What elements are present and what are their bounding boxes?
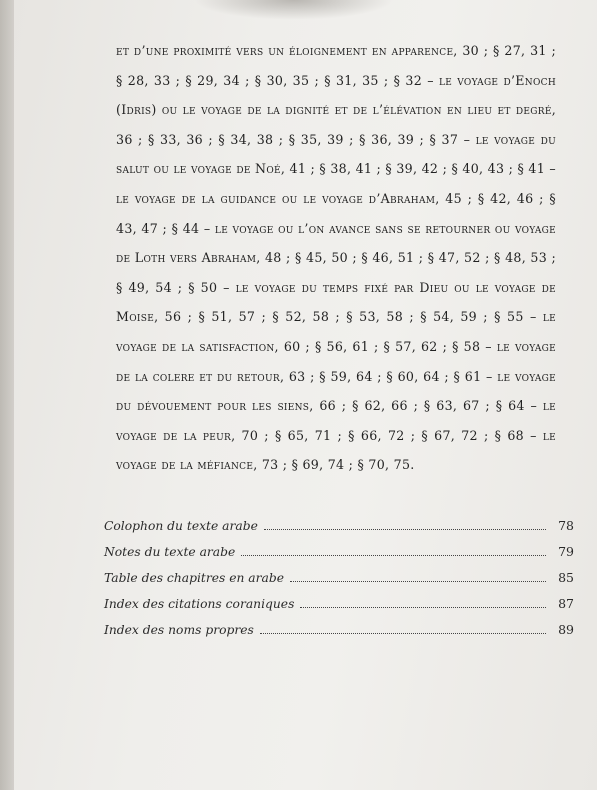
dot-leader [241, 554, 546, 556]
toc-entry-page: 85 [558, 570, 574, 585]
toc-entry-label: Notes du texte arabe [104, 545, 236, 559]
dot-leader [290, 580, 546, 582]
page-edge [0, 0, 14, 790]
toc-entry-page: 87 [558, 596, 574, 611]
toc-text: et d’une proximité vers un éloignement en apparence, 30 ; § 27, 31 ; § 28, 33 ; § 29, 34 ; § 30, 35 ; § 31, 35 ; § 32 – le voyage d’Enoch (Idris) ou le voyage de la dignité et de l’élévation en lieu et degré, 36 ; § 33, 36 ; § 34, 38 ; § 35, 39 ; § 36, 39 ; § 37 – le voyage du salut ou le voyage de Noé, 41 ; § 38, 41 ; § 39, 42 ; § 40, 43 ; § 41 – le voyage de la guidance ou le voyage d’Abraham, 45 ; § 42, 46 ; § 43, 47 ; § 44 – le voyage ou l’on avance sans se retourner ou voyage de Loth vers Abraham, 48 ; § 45, 50 ; § 46, 51 ; § 47, 52 ; § 48, 53 ; § 49, 54 ; § 50 – le voyage du temps fixé par Dieu ou le voyage de Moise, 56 ; § 51, 57 ; § 52, 58 ; § 53, 58 ; § 54, 59 ; § 55 – le voyage de la satisfaction, 60 ; § 56, 61 ; § 57, 62 ; § 58 – le voyage de la colere et du retour, 63 ; § 59, 64 ; § 60, 64 ; § 61 – le voyage du dévouement pour les siens, 66 ; § 62, 66 ; § 63, 67 ; § 64 – le voyage de la peur, 70 ; § 65, 71 ; § 66, 72 ; § 67, 72 ; § 68 – le voyage de la méfiance, 73 ; § 69, 74 ; § 70, 75. [116, 43, 556, 473]
toc-entry-page: 78 [558, 518, 574, 533]
toc-entry-page: 79 [558, 544, 574, 559]
toc-entry [104, 518, 574, 544]
toc-entry [104, 596, 574, 622]
toc-entry [104, 570, 574, 596]
toc-entries [104, 518, 574, 648]
dot-leader [264, 528, 546, 530]
toc-entry-label: Table des chapitres en arabe [104, 571, 284, 585]
toc-entry-label: Index des noms propres [104, 623, 254, 637]
dot-leader [260, 632, 546, 634]
book-page [14, 0, 597, 790]
toc-paragraph [116, 36, 556, 480]
toc-entry [104, 622, 574, 648]
toc-entry-page: 89 [558, 622, 574, 637]
dot-leader [300, 606, 546, 608]
toc-entry-label: Index des citations coraniques [104, 597, 295, 611]
page-shadow [194, 0, 394, 20]
toc-entry [104, 544, 574, 570]
toc-entry-label: Colophon du texte arabe [104, 519, 258, 533]
